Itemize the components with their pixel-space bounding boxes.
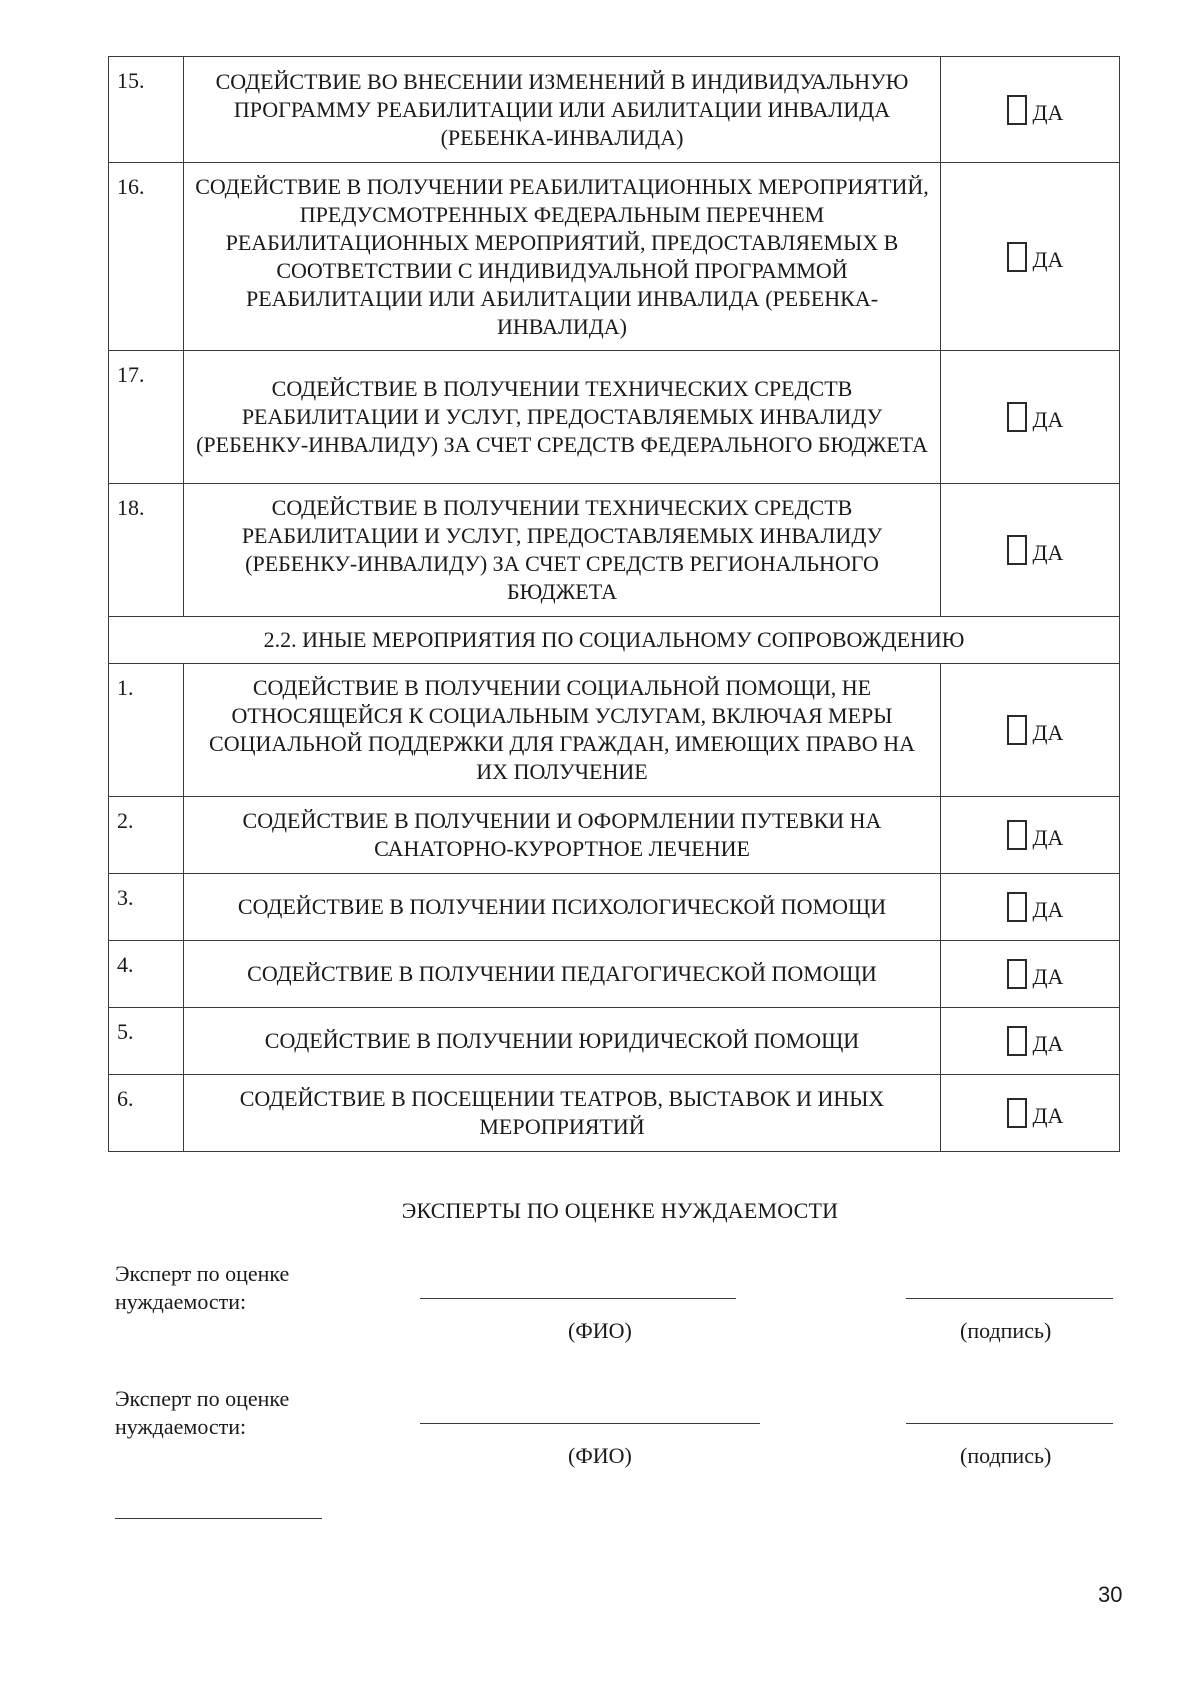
measure-text: СОДЕЙСТВИЕ В ПОЛУЧЕНИИ ПЕДАГОГИЧЕСКОЙ ПОМОЩИ [184,941,941,1008]
checkbox-icon[interactable] [1007,1098,1027,1128]
yes-option[interactable] [941,957,1119,991]
checkbox-icon[interactable] [1007,959,1027,989]
expert-label [115,1385,355,1441]
checkbox-icon[interactable] [1007,242,1027,272]
yes-option[interactable] [941,400,1119,434]
yes-option[interactable] [941,1024,1119,1058]
row-number: 18. [109,484,184,617]
measure-text: СОДЕЙСТВИЕ В ПОЛУЧЕНИИ ТЕХНИЧЕСКИХ СРЕДСТВ РЕАБИЛИТАЦИИ И УСЛУГ, ПРЕДОСТАВЛЯЕМЫХ ИНВАЛИДУ (РЕБЕНКУ-ИНВАЛИДУ) ЗА СЧЕТ СРЕДСТВ РЕГИОНАЛЬНОГО БЮДЖЕТА [184,484,941,617]
option-cell [941,351,1120,484]
option-cell [941,797,1120,874]
section-title: 2.2. ИНЫЕ МЕРОПРИЯТИЯ ПО СОЦИАЛЬНОМУ СОПРОВОЖДЕНИЮ [109,617,1120,664]
option-cell [941,874,1120,941]
yes-option[interactable] [941,1096,1119,1130]
yes-label: ДА [1032,407,1064,432]
measure-text: СОДЕЙСТВИЕ В ПОЛУЧЕНИИ ПСИХОЛОГИЧЕСКОЙ ПОМОЩИ [184,874,941,941]
checkbox-icon[interactable] [1007,535,1027,565]
row-number: 16. [109,163,184,351]
page-number: 30 [1098,1582,1123,1607]
option-cell [941,1075,1120,1152]
measure-text: СОДЕЙСТВИЕ В ПОЛУЧЕНИИ СОЦИАЛЬНОЙ ПОМОЩИ, НЕ ОТНОСЯЩЕЙСЯ К СОЦИАЛЬНЫМ УСЛУГАМ, ВКЛЮЧАЯ МЕРЫ СОЦИАЛЬНОЙ ПОДДЕРЖКИ ДЛЯ ГРАЖДАН, ИМЕЮЩИХ ПРАВО НА ИХ ПОЛУЧЕНИЕ [184,664,941,797]
row-number: 17. [109,351,184,484]
signature-caption: (подпись) [960,1443,1052,1468]
checkbox-icon[interactable] [1007,95,1027,125]
yes-label: ДА [1032,897,1064,922]
row-number: 15. [109,57,184,163]
checkbox-icon[interactable] [1007,1026,1027,1056]
yes-option[interactable] [941,240,1119,274]
option-cell [941,941,1120,1008]
yes-option[interactable] [941,93,1119,127]
signature-line[interactable] [906,1423,1113,1424]
row-number: 3. [109,874,184,941]
yes-label: ДА [1032,99,1064,125]
experts-title: ЭКСПЕРТЫ ПО ОЦЕНКЕ НУЖДАЕМОСТИ [401,1198,839,1223]
yes-label: ДА [1032,246,1064,272]
table-row [109,874,1120,941]
measure-text: СОДЕЙСТВИЕ ВО ВНЕСЕНИИ ИЗМЕНЕНИЙ В ИНДИВИДУАЛЬНУЮ ПРОГРАММУ РЕАБИЛИТАЦИИ ИЛИ АБИЛИТАЦИИ ИНВАЛИДА (РЕБЕНКА-ИНВАЛИДА) [184,57,941,163]
checkbox-icon[interactable] [1007,715,1027,745]
checkbox-icon[interactable] [1007,402,1027,432]
measure-text: СОДЕЙСТВИЕ В ПОСЕЩЕНИИ ТЕАТРОВ, ВЫСТАВОК И ИНЫХ МЕРОПРИЯТИЙ [184,1075,941,1152]
table-row [109,484,1120,617]
signature-caption: (подпись) [960,1318,1052,1343]
checkbox-icon[interactable] [1007,892,1027,922]
measure-text: СОДЕЙСТВИЕ В ПОЛУЧЕНИИ РЕАБИЛИТАЦИОННЫХ МЕРОПРИЯТИЙ, ПРЕДУСМОТРЕННЫХ ФЕДЕРАЛЬНЫМ ПЕРЕЧНЕМ РЕАБИЛИТАЦИОННЫХ МЕРОПРИЯТИЙ, ПРЕДОСТАВЛЯЕМЫХ В СООТВЕТСТВИИ С ИНДИВИДУАЛЬНОЙ ПРОГРАММОЙ РЕАБИЛИТАЦИИ ИЛИ АБИЛИТАЦИИ ИНВАЛИДА (РЕБЕНКА-ИНВАЛИДА) [184,163,941,351]
fio-caption: (ФИО) [568,1443,632,1468]
yes-option[interactable] [941,890,1119,924]
measure-text: СОДЕЙСТВИЕ В ПОЛУЧЕНИИ И ОФОРМЛЕНИИ ПУТЕВКИ НА САНАТОРНО-КУРОРТНОЕ ЛЕЧЕНИЕ [184,797,941,874]
yes-label: ДА [1032,964,1064,989]
expert-label-line1: Эксперт по оценке [115,1386,290,1411]
expert-label-line1: Эксперт по оценке [115,1261,290,1286]
row-number: 5. [109,1008,184,1075]
signature-line[interactable] [906,1298,1113,1299]
table-row [109,1075,1120,1152]
section-row [109,617,1120,664]
table-row [109,351,1120,484]
option-cell [941,57,1120,163]
table-row [109,163,1120,351]
yes-option[interactable] [941,818,1119,852]
option-cell [941,664,1120,797]
yes-label: ДА [1032,1031,1064,1056]
expert-label-line2: нуждаемости: [115,1289,247,1314]
row-number: 2. [109,797,184,874]
row-number: 1. [109,664,184,797]
option-cell [941,484,1120,617]
yes-option[interactable] [941,533,1119,567]
yes-label: ДА [1032,540,1064,565]
option-cell [941,163,1120,351]
yes-label: ДА [1032,720,1064,745]
expert-label-line2: нуждаемости: [115,1414,247,1439]
fio-caption: (ФИО) [568,1318,632,1343]
table-row [109,57,1120,163]
footnote-separator [115,1518,322,1519]
row-number: 4. [109,941,184,1008]
yes-label: ДА [1032,825,1064,850]
measure-text: СОДЕЙСТВИЕ В ПОЛУЧЕНИИ ТЕХНИЧЕСКИХ СРЕДСТВ РЕАБИЛИТАЦИИ И УСЛУГ, ПРЕДОСТАВЛЯЕМЫХ ИНВАЛИДУ (РЕБЕНКУ-ИНВАЛИДУ) ЗА СЧЕТ СРЕДСТВ ФЕДЕРАЛЬНОГО БЮДЖЕТА [184,351,941,484]
table-row [109,797,1120,874]
option-cell [941,1008,1120,1075]
checkbox-icon[interactable] [1007,820,1027,850]
table-row [109,664,1120,797]
fio-signature-line[interactable] [420,1298,736,1299]
expert-label [115,1260,355,1316]
yes-option[interactable] [941,713,1119,747]
measure-text: СОДЕЙСТВИЕ В ПОЛУЧЕНИИ ЮРИДИЧЕСКОЙ ПОМОЩИ [184,1008,941,1075]
fio-signature-line[interactable] [420,1423,760,1424]
table-row [109,941,1120,1008]
measures-table [108,56,1120,1152]
table-row [109,1008,1120,1075]
row-number: 6. [109,1075,184,1152]
yes-label: ДА [1032,1103,1064,1128]
